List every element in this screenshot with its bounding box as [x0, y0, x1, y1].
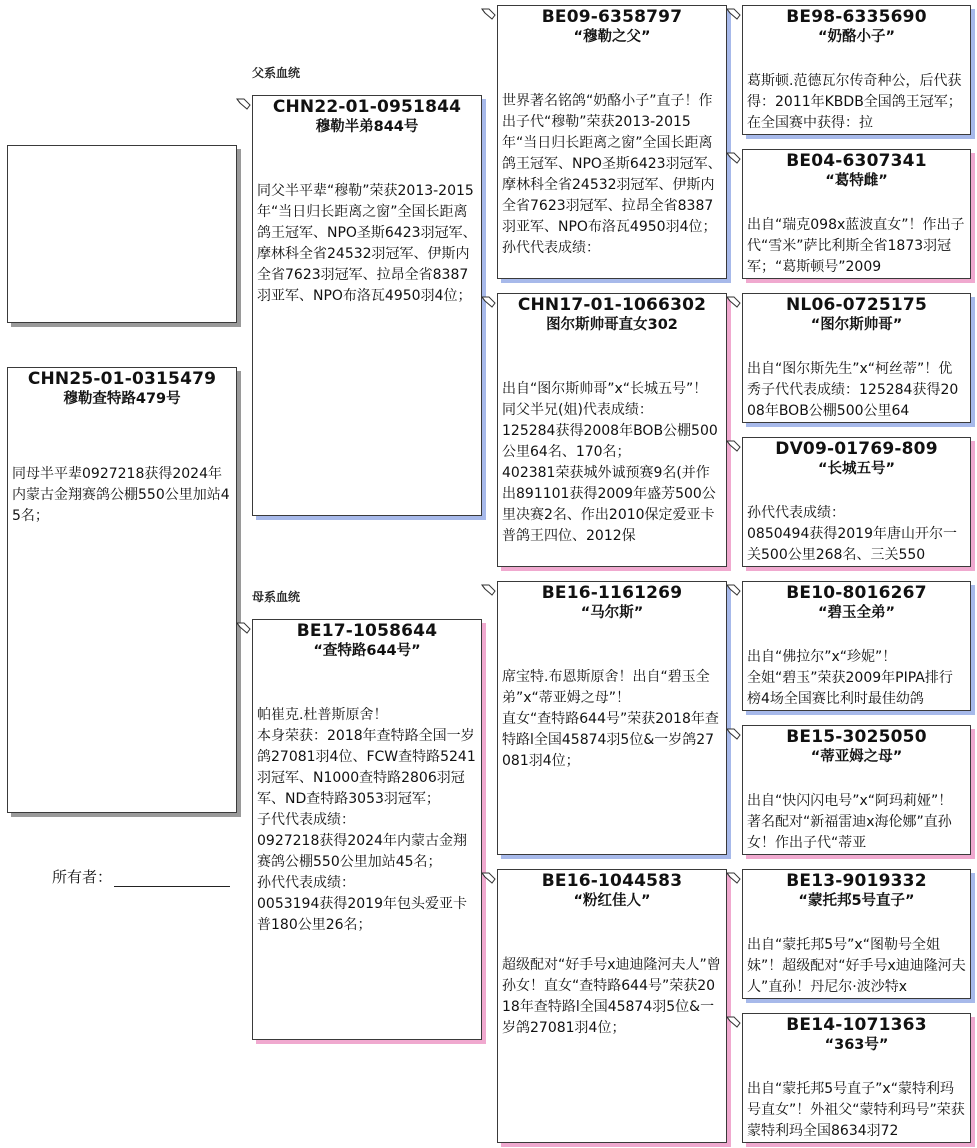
subject-name: 穆勒查特路479号 — [63, 391, 181, 407]
sire-name: 穆勒半弟844号 — [315, 119, 419, 135]
ddd-name: “363号” — [824, 1037, 889, 1053]
dam-dam-description: 超级配对“好手号x迪迪隆河夫人”曾孙女！直女“查特路644号”荣获2018年查特路l全国45874羽5位&一岁鸽27081羽4位； — [502, 957, 721, 1036]
sire-sire-description: 世界著名铭鸽“奶酪小子”直子！作出子代“穆勒”荣获2013-2015年“当日归长距离之窗”全国长距离鸽王冠军、NPO圣斯6423羽冠军、摩林科全省24532羽冠军、伊斯内全省7623羽冠军、拉昂全省8387羽亚军、NPO布洛瓦4950羽4位； 孙代代表成绩： — [502, 93, 722, 256]
dds-description: 出自“蒙托邦5号”x“图勒号全姐妹”！超级配对“好手号x迪迪隆河夫人”直孙！丹尼尔·波沙特x — [747, 937, 966, 995]
dam-name: “查特路644号” — [313, 643, 421, 659]
pencil-edit-icon[interactable] — [726, 583, 741, 596]
ddd-description: 出自“蒙托邦5号直子”x“蒙特利玛号直女”！外祖父“蒙特利玛号”荣获蒙特利玛全国8634羽72 — [747, 1081, 965, 1139]
subject-ring-number: CHN25-01-0315479 — [27, 369, 217, 389]
dds-ring-number: BE13-9019332 — [786, 871, 927, 891]
dss-ring-number: BE10-8016267 — [786, 583, 927, 603]
sdd-description: 孙代代表成绩： 0850494获得2019年唐山开尔一关500公里268名、三关550 — [747, 505, 957, 563]
pencil-edit-icon[interactable] — [481, 583, 496, 596]
sire-dam-description: 出自“图尔斯帅哥”x“长城五号”！ 同父半兄(姐)代表成绩： 125284获得2008年BOB公棚500公里64名、170名； 402381荣获城外诚预赛9名(并作出891101获得2009年盛芳500公里决赛2名、作出2010保定爱亚卡普鸽王四位、2012保 — [502, 381, 718, 544]
sire-dam-name: 图尔斯帅哥直女302 — [546, 317, 678, 333]
dsd-card[interactable] — [742, 725, 971, 855]
ssd-card[interactable] — [742, 149, 971, 279]
pencil-edit-icon[interactable] — [481, 295, 496, 308]
pencil-edit-icon[interactable] — [726, 295, 741, 308]
sire-ring-number: CHN22-01-0951844 — [272, 97, 462, 117]
sds-ring-number: NL06-0725175 — [786, 295, 927, 315]
dam-ring-number: BE17-1058644 — [296, 621, 438, 641]
sds-name: “图尔斯帅哥” — [810, 317, 903, 333]
pencil-edit-icon[interactable] — [726, 1015, 741, 1028]
sire-card[interactable] — [252, 95, 482, 516]
dam-dam-card[interactable] — [497, 869, 727, 1143]
pencil-edit-icon[interactable] — [481, 871, 496, 884]
sire-sire-name: “穆勒之父” — [573, 29, 651, 45]
dam-sire-ring-number: BE16-1161269 — [541, 583, 683, 603]
dam-card[interactable] — [252, 619, 482, 1040]
ssd-description: 出自“瑞克098x蓝波直女”！作出子代“雪米”萨比利斯全省1873羽冠军；“葛斯顿号”2009 — [747, 217, 965, 275]
sss-description: 葛斯顿.范德瓦尔传奇种公，后代获得：2011年KBDB全国鸽王冠军；在全国赛中获得：拉 — [747, 73, 962, 131]
dam-line-label: 母系血统 — [252, 590, 301, 604]
dam-sire-card[interactable] — [497, 581, 727, 855]
pencil-edit-icon[interactable] — [236, 621, 251, 634]
sds-card[interactable] — [742, 293, 971, 423]
pencil-edit-icon[interactable] — [481, 7, 496, 20]
sire-dam-card[interactable] — [497, 293, 727, 567]
dss-card[interactable] — [742, 581, 971, 711]
dsd-ring-number: BE15-3025050 — [786, 727, 927, 747]
sire-dam-ring-number: CHN17-01-1066302 — [517, 295, 707, 315]
ddd-ring-number: BE14-1071363 — [786, 1015, 927, 1035]
dsd-name: “蒂亚姆之母” — [810, 749, 903, 765]
sire-description: 同父半平辈“穆勒”荣获2013-2015年“当日归长距离之窗”全国长距离鸽王冠军、NPO圣斯6423羽冠军、摩林科全省24532羽冠军、伊斯内全省7623羽冠军、拉昂全省8387羽亚军、NPO布洛瓦4950羽4位； — [257, 183, 477, 304]
sdd-card[interactable] — [742, 437, 971, 567]
pencil-edit-icon[interactable] — [726, 7, 741, 20]
dam-sire-name: “马尔斯” — [580, 605, 644, 621]
sire-line-label: 父系血统 — [252, 66, 301, 80]
subject-description: 同母半平辈0927218获得2024年内蒙古金翔赛鸽公棚550公里加站45名； — [12, 466, 230, 524]
photo-placeholder — [7, 145, 237, 323]
sire-sire-ring-number: BE09-6358797 — [541, 7, 683, 27]
ddd-card[interactable] — [742, 1013, 971, 1143]
dds-card[interactable] — [742, 869, 971, 999]
ssd-ring-number: BE04-6307341 — [786, 151, 927, 171]
owner-label: 所有者： — [52, 868, 113, 886]
dam-description: 帕崔克.杜普斯原舍！ 本身荣获：2018年查特路全国一岁鸽27081羽4位、FCW查特路5241羽冠军、N1000查特路2806羽冠军、ND查特路3053羽冠军； 子代代表成绩： 0927218获得2024年内蒙古金翔赛鸽公棚550公里加站45名； 孙代代表成绩： 0053194获得2019年包头爱亚卡普180公里26名； — [257, 707, 476, 933]
dam-dam-name: “粉红佳人” — [573, 893, 651, 909]
sdd-name: “长城五号” — [817, 461, 896, 477]
dam-dam-ring-number: BE16-1044583 — [541, 871, 683, 891]
dds-name: “蒙托邦5号直子” — [798, 893, 915, 909]
sds-description: 出自“图尔斯先生”x“柯丝蒂”！优秀子代代表成绩：125284获得2008年BOB公棚500公里64 — [747, 361, 959, 419]
owner-field — [52, 866, 230, 887]
sss-card[interactable] — [742, 5, 971, 135]
sss-ring-number: BE98-6335690 — [786, 7, 927, 27]
pencil-edit-icon[interactable] — [726, 151, 741, 164]
sss-name: “奶酪小子” — [817, 29, 896, 45]
ssd-name: “葛特雌” — [825, 173, 888, 189]
pencil-edit-icon[interactable] — [236, 97, 251, 110]
pencil-edit-icon[interactable] — [726, 871, 741, 884]
pencil-edit-icon[interactable] — [726, 727, 741, 740]
subject-card[interactable] — [7, 367, 237, 813]
dss-description: 出自“佛拉尔”x“珍妮”！ 全姐“碧玉”荣获2009年PIPA排行榜4场全国赛比利时最佳幼鸽 — [747, 649, 953, 707]
pencil-edit-icon[interactable] — [726, 439, 741, 452]
sdd-ring-number: DV09-01769-809 — [775, 439, 938, 459]
dss-name: “碧玉全弟” — [817, 605, 896, 621]
owner-signature-line[interactable] — [114, 869, 230, 887]
dsd-description: 出自“快闪闪电号”x“阿玛莉娅”！著名配对“新福雷迪x海伦娜”直孙女！作出子代“蒂亚 — [747, 793, 953, 851]
sire-sire-card[interactable] — [497, 5, 727, 279]
dam-sire-description: 席宝特.布恩斯原舍！出自“碧玉全弟”x“蒂亚姆之母”！ 直女“查特路644号”荣获2018年查特路l全国45874羽5位&一岁鸽27081羽4位； — [502, 669, 719, 769]
